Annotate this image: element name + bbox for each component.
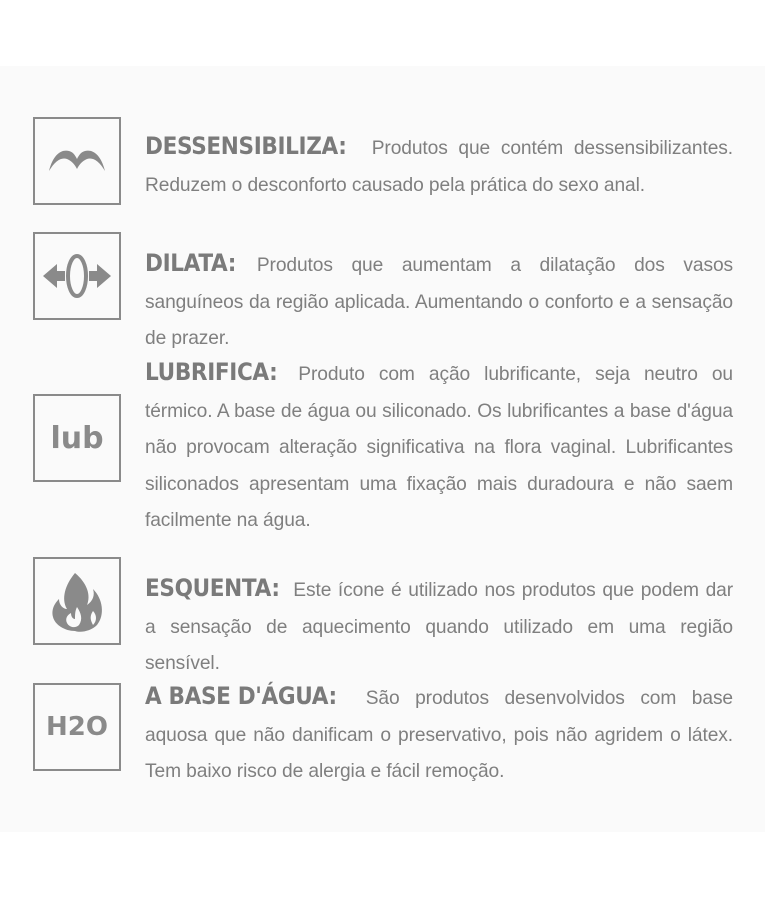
legend-description: Produtos que contém dessensibilizantes. Reduzem o desconforto causado pela prática do sexo anal. — [145, 138, 733, 196]
dilate-icon-box — [33, 232, 121, 320]
legend-title: LUBRIFICA: — [145, 358, 278, 386]
legend-text-lubrifica — [145, 354, 733, 540]
legend-title: DILATA: — [145, 249, 237, 277]
legend-description: Produtos que aumentam a dilatação dos vasos sanguíneos da região aplicada. Aumentando o conforto e a sensação de prazer. — [145, 255, 734, 349]
h2o-icon-text: H2O — [46, 712, 108, 742]
legend-description: Este ícone é utilizado nos produtos que podem dar a sensação de aquecimento quando utilizado em uma região sensível. — [145, 580, 734, 674]
legend-title: DESSENSIBILIZA: — [145, 132, 347, 160]
legend-title: A BASE D'ÁGUA: — [145, 682, 337, 710]
flame-icon — [35, 559, 119, 643]
h2o-icon — [35, 685, 119, 769]
h2o-icon-box — [33, 683, 121, 771]
legend-title: ESQUENTA: — [145, 574, 280, 602]
legend-text-dilata — [145, 245, 733, 358]
lub-icon-text: lub — [50, 421, 104, 456]
dilate-arrows-icon — [35, 234, 119, 318]
lub-icon — [35, 396, 119, 480]
lips-icon-box — [33, 117, 121, 205]
legend-description: Produto com ação lubrificante, seja neutro ou térmico. A base de água ou siliconado. Os lubrificantes a base d'água não provocam alteração significativa na flora vaginal. Lubrificantes siliconados apresentam uma fixação mais duradoura e não saem facilmente na água. — [145, 364, 733, 531]
legend-description: São produtos desenvolvidos com base aquosa que não danificam o preservativo, pois não agridem o látex. Tem baixo risco de alergia e fácil remoção. — [145, 688, 734, 782]
lips-icon — [35, 119, 119, 203]
legend-text-base-dagua — [145, 678, 733, 791]
legend-text-dessensibiliza — [145, 128, 733, 204]
lub-icon-box — [33, 394, 121, 482]
legend-text-esquenta — [145, 570, 733, 683]
flame-icon-box — [33, 557, 121, 645]
